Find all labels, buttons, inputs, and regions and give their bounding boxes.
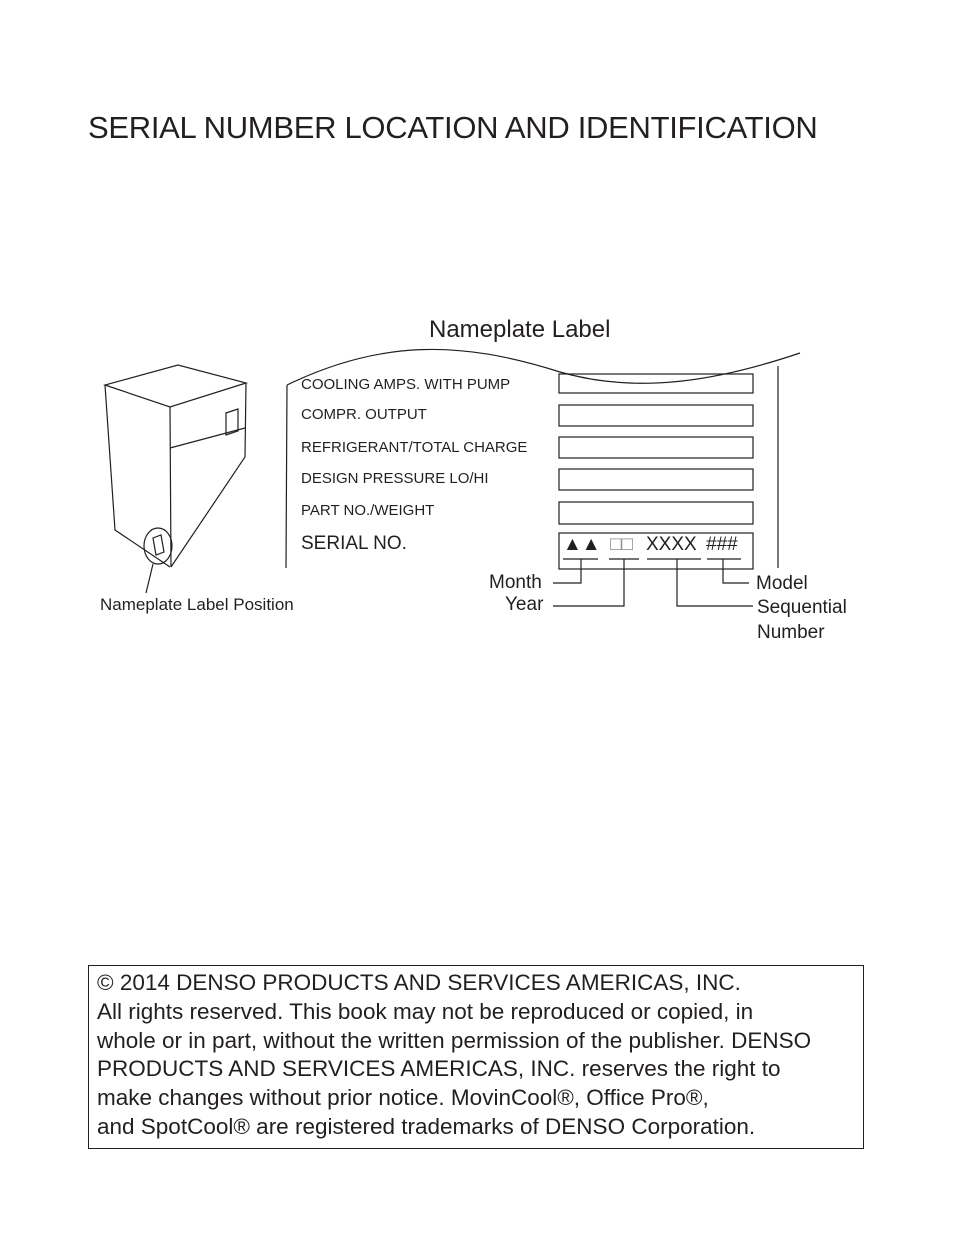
value-box-part-no (559, 502, 753, 524)
serial-no-label: SERIAL NO. (301, 533, 407, 554)
callout-number: Number (757, 622, 825, 643)
month-callout-line (553, 559, 581, 583)
copyright-line: All rights reserved. This book may not be reproduced or copied, in (97, 998, 754, 1024)
serial-code-month: ▲▲ (563, 534, 601, 555)
callout-year: Year (505, 594, 544, 615)
value-box-compr-output (559, 405, 753, 426)
page-title: SERIAL NUMBER LOCATION AND IDENTIFICATION (88, 110, 818, 145)
field-label-part-no: PART NO./WEIGHT (301, 502, 435, 519)
field-label-refrigerant: REFRIGERANT/TOTAL CHARGE (301, 439, 528, 456)
nameplate-heading: Nameplate Label (429, 316, 611, 343)
field-label-design-pressure: DESIGN PRESSURE LO/HI (301, 470, 489, 487)
copyright-notice (88, 965, 864, 1149)
serial-code-model: ### (706, 534, 738, 555)
field-label-cooling-amps: COOLING AMPS. WITH PUMP (301, 376, 511, 393)
model-callout-line (723, 559, 749, 583)
serial-code-callout-lines (553, 559, 753, 606)
serial-code-sequential: XXXX (646, 534, 697, 555)
copyright-line: and SpotCool® are registered trademarks of DENSO Corporation. (97, 1113, 756, 1139)
callout-sequential: Sequential (757, 597, 847, 618)
value-box-design-pressure (559, 469, 753, 490)
value-box-refrigerant (559, 437, 753, 458)
callout-model: Model (756, 573, 808, 594)
serial-code-year: □□ (610, 534, 633, 555)
copyright-line: © 2014 DENSO PRODUCTS AND SERVICES AMERICAS, INC. (97, 970, 741, 995)
nameplate-position-label: Nameplate Label Position (100, 595, 294, 614)
field-label-compr-output: COMPR. OUTPUT (301, 406, 427, 423)
copyright-line: PRODUCTS AND SERVICES AMERICAS, INC. reserves the right to (97, 1056, 781, 1082)
copyright-line: whole or in part, without the written permission of the publisher. DENSO (97, 1027, 812, 1053)
copyright-line: make changes without prior notice. MovinCool®, Office Pro®, (97, 1085, 709, 1111)
callout-month: Month (489, 572, 542, 593)
air-conditioner-unit-illustration (105, 365, 246, 593)
position-leader-line (146, 564, 153, 593)
